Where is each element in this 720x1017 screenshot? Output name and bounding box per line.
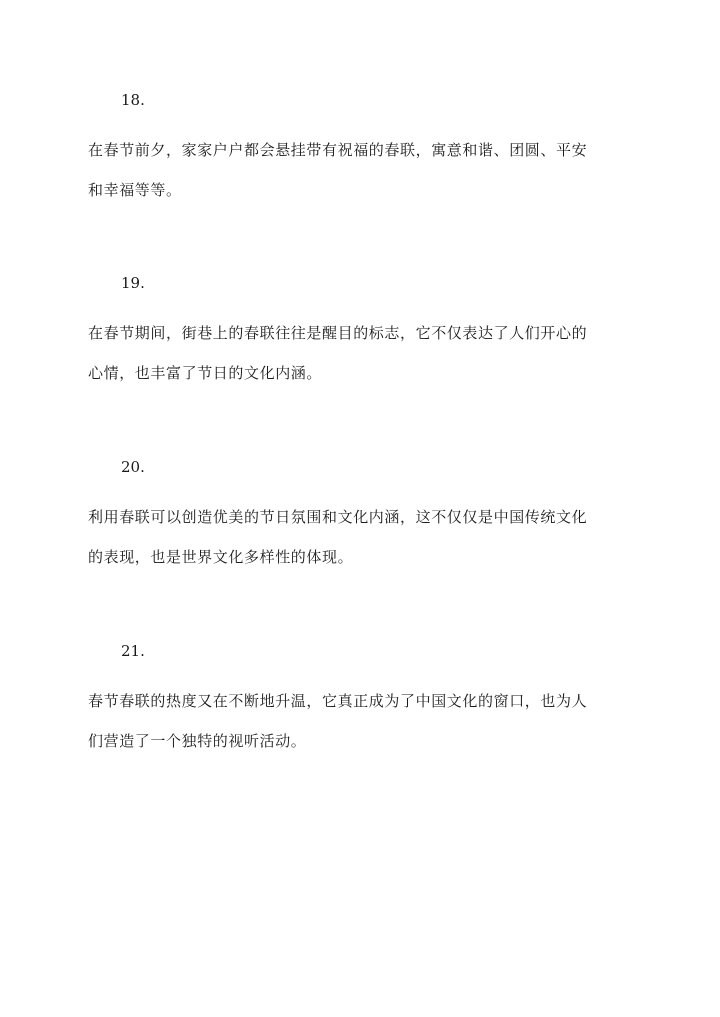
paragraph-line: 心情，也丰富了节日的文化内涵。 xyxy=(88,364,323,382)
paragraph-line: 在春节期间，街巷上的春联往往是醒目的标志，它不仅表达了人们开心的 xyxy=(88,324,588,342)
entry-paragraph xyxy=(88,130,636,210)
paragraph-line: 春节春联的热度又在不断地升温，它真正成为了中国文化的窗口，也为人 xyxy=(88,692,588,710)
entry-number: 20. xyxy=(121,458,145,476)
entry-number: 18. xyxy=(121,91,145,109)
entry-paragraph xyxy=(88,313,636,393)
entry-paragraph xyxy=(88,681,636,761)
paragraph-line: 们营造了一个独特的视听活动。 xyxy=(88,732,307,750)
entry-number: 21. xyxy=(121,642,145,660)
entry-number: 19. xyxy=(121,274,145,292)
paragraph-line: 的表现，也是世界文化多样性的体现。 xyxy=(88,548,354,566)
paragraph-line: 和幸福等等。 xyxy=(88,181,182,199)
paragraph-line: 在春节前夕，家家户户都会悬挂带有祝福的春联，寓意和谐、团圆、平安 xyxy=(88,141,588,159)
paragraph-line: 利用春联可以创造优美的节日氛围和文化内涵，这不仅仅是中国传统文化 xyxy=(88,508,588,526)
entry-paragraph xyxy=(88,497,636,577)
